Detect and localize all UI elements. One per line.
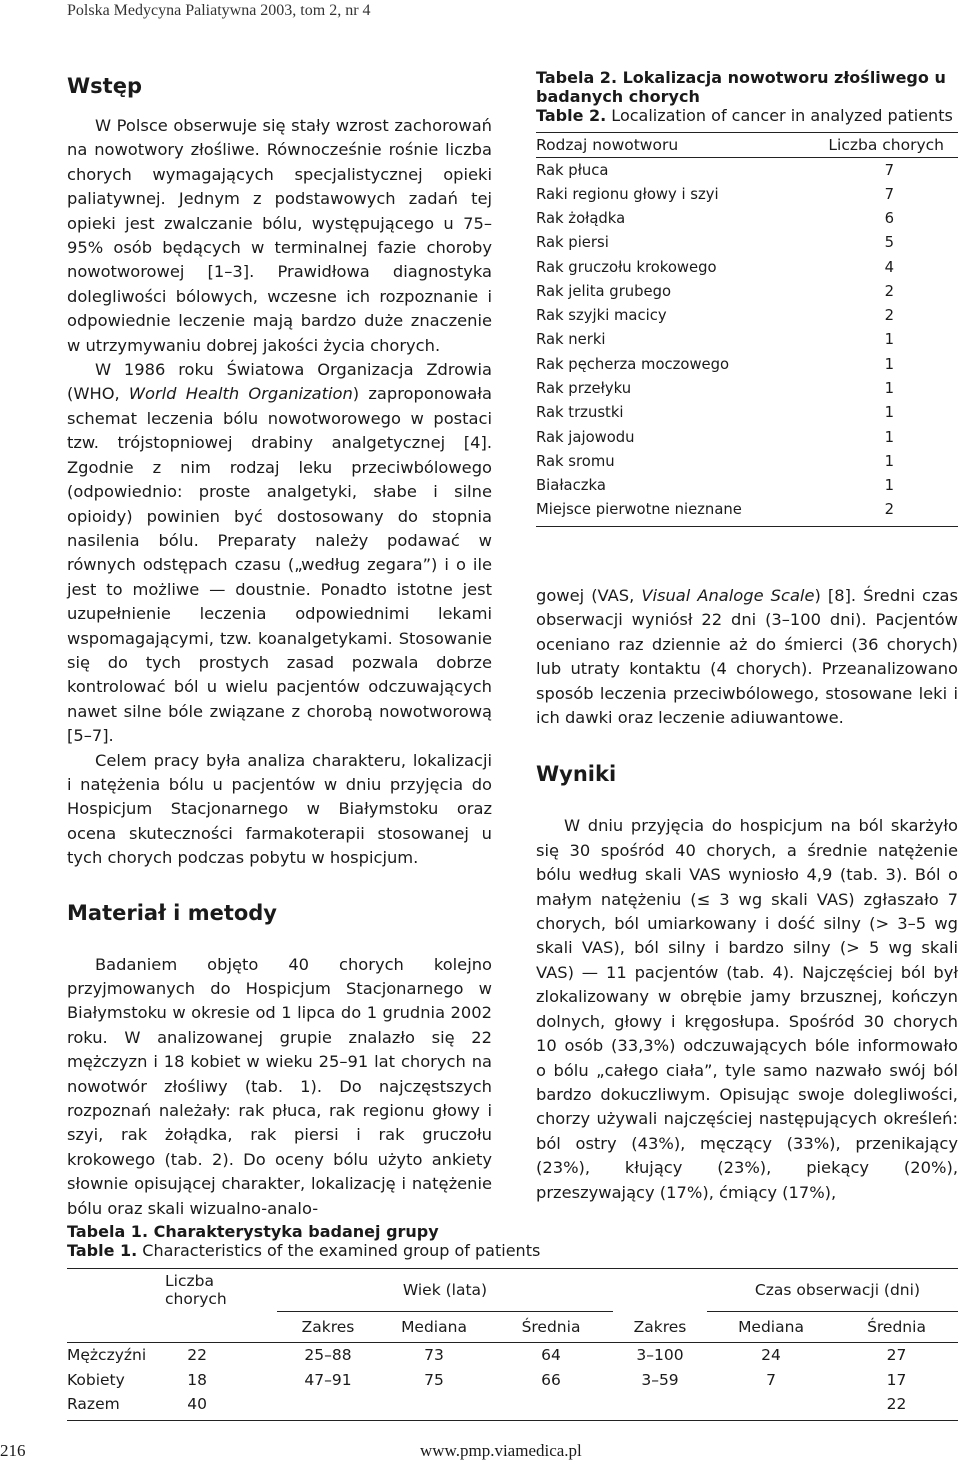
cancer-type-cell: Rak płuca — [536, 161, 609, 179]
table-header-row — [536, 133, 958, 158]
table-row — [536, 425, 958, 449]
cancer-type-cell: Rak szyjki macicy — [536, 307, 667, 325]
data-cell — [707, 1392, 835, 1420]
column-subheader: Zakres — [277, 1311, 379, 1343]
text-run: gowej (VAS, — [536, 586, 642, 605]
table-1-caption-en — [67, 1241, 958, 1260]
patient-count-cell: 1 — [884, 331, 894, 349]
table-1-block — [67, 1222, 958, 1421]
data-cell: 18 — [187, 1370, 207, 1389]
data-cell — [489, 1392, 613, 1420]
patient-count-cell: 5 — [884, 234, 894, 252]
table-row — [536, 401, 958, 425]
patient-count-cell: 4 — [884, 258, 894, 276]
patient-count-cell: 6 — [884, 210, 894, 228]
column-subheader: Zakres — [613, 1311, 707, 1343]
data-cell: 64 — [541, 1346, 561, 1365]
table-row — [536, 279, 958, 303]
table-subheader-row — [67, 1311, 958, 1343]
row-label-cell: Razem — [67, 1392, 165, 1420]
table-header-row — [67, 1269, 958, 1312]
paragraph-methods-1: Badaniem objęto 40 chorych kolejno przyjmowanych do Hospicjum Stacjonarnego w Białymstoku w okresie od 1 lipca do 1 grudnia 2002 roku. W analizowanej grupie znalazło się 22 mężczyzn i 18 kobiet w wieku 25–91 lat chorych na nowotwór złośliwy (tab. 1). Do najczęstszych rozpoznań należały: rak płuca, rak regionu głowy i szyi, rak żołądka, rak piersi i rak gruczołu krokowego (tab. 2). Do oceny bólu użyto ankiety słownie opisującej charakter, lokalizację i natężenie bólu oraz skali wizualno-analo- — [67, 954, 492, 1218]
caption-text: Characteristics of the examined group of patients — [137, 1241, 541, 1260]
column-group-header: Czas obserwacji (dni) — [707, 1269, 958, 1312]
cancer-type-cell: Rak trzustki — [536, 404, 624, 422]
heading-introduction: Wstęp — [67, 74, 142, 98]
cancer-type-cell: Białaczka — [536, 477, 606, 495]
patient-count-cell: 7 — [884, 185, 894, 203]
cancer-type-cell: Miejsce pierwotne nieznane — [536, 498, 795, 527]
column-subheader: Mediana — [379, 1311, 489, 1343]
patient-count-cell: 2 — [795, 498, 958, 527]
patient-count-cell: 1 — [884, 355, 894, 373]
italic-term: World Health Organization — [128, 384, 353, 404]
data-cell — [379, 1392, 489, 1420]
row-label-cell: Kobiety — [67, 1370, 125, 1389]
table-row — [536, 328, 958, 352]
empty-cell — [613, 1269, 707, 1312]
data-cell: 66 — [541, 1370, 561, 1389]
paragraph-intro-1: W Polsce obserwuje się stały wzrost zachorowań na nowotwory złośliwe. Równocześnie rośnie liczba chorych wymagających specjalistycznej opieki paliatywnej. Jednym z podstawowych zadań tej opieki jest zwalczanie bólu, występującego u 75–95% osób będących w terminalnej fazie choroby nowotworowej [1–3]. Prawidłowa diagnostyka dolegliwości bólowych, wczesne ich rozpoznanie i odpowiednie leczenie mają bardzo duże znaczenie w utrzymywaniu dobrej jakości życia chorych. — [67, 116, 492, 355]
table-row — [536, 376, 958, 400]
text-run: ) [8]. Średni czas obserwacji wyniósł 22 dni (3–100 dni). Pacjentów oceniano raz dziennie aż do śmierci (36 chorych) lub utraty kontaktu (4 chorych). Przeanalizowano sposób leczenia przeciwbólowego, stosowane leki i ich dawki oraz leczenie adiuwantowe. — [536, 586, 959, 728]
table-row — [67, 1392, 958, 1420]
paragraph-methods-2 — [536, 584, 958, 730]
column-subheader: Średnia — [489, 1311, 613, 1343]
data-cell: 3–59 — [641, 1370, 679, 1389]
patient-count-cell: 7 — [884, 161, 894, 179]
heading-methods: Materiał i metody — [67, 900, 277, 925]
caption-text: Localization of cancer in analyzed patients — [606, 106, 953, 125]
footer-url: www.pmp.viamedica.pl — [420, 1441, 582, 1460]
cancer-type-cell: Rak piersi — [536, 234, 609, 252]
table-1-caption-pl: Tabela 1. Charakterystyka badanej grupy — [67, 1222, 439, 1241]
data-cell: 40 — [165, 1392, 277, 1420]
patient-count-cell: 1 — [884, 404, 894, 422]
cancer-type-cell: Rak pęcherza moczowego — [536, 355, 730, 373]
data-cell: 27 — [886, 1346, 907, 1365]
data-cell: 17 — [886, 1370, 907, 1389]
table-row — [536, 158, 958, 183]
cancer-type-cell: Rak sromu — [536, 452, 615, 470]
cancer-type-cell: Rak jelita grubego — [536, 282, 672, 300]
left-column — [67, 72, 492, 1221]
data-cell: 73 — [424, 1346, 444, 1365]
patient-count-cell: 1 — [884, 380, 894, 398]
cancer-type-cell: Rak gruczołu krokowego — [536, 258, 717, 276]
table-2-caption-pl: Tabela 2. Lokalizacja nowotworu złośliwego u badanych chorych — [536, 68, 946, 106]
table-row — [536, 231, 958, 255]
paragraph-intro-3: Celem pracy była analiza charakteru, lokalizacji i natężenia bólu u pacjentów w dniu przyjęcia do Hospicjum Stacjonarnego w Białymstoku oraz ocena skuteczności farmakoterapii stosowanej u tych chorych podczas pobytu w hospicjum. — [67, 750, 492, 868]
table-row — [67, 1368, 958, 1393]
table-2-caption-en — [536, 106, 958, 125]
cancer-type-cell: Rak żołądka — [536, 210, 626, 228]
heading-results: Wyniki — [536, 762, 617, 787]
patient-count-cell: 1 — [884, 477, 894, 495]
table-row — [536, 207, 958, 231]
column-subheader: Mediana — [707, 1311, 835, 1343]
patient-count-cell: 2 — [884, 282, 894, 300]
table-row — [536, 352, 958, 376]
data-cell: 47–91 — [304, 1370, 352, 1389]
patient-count-cell: 1 — [884, 452, 894, 470]
data-cell: 75 — [424, 1370, 444, 1389]
empty-cell — [67, 1311, 165, 1343]
page-number: 216 — [0, 1441, 26, 1460]
column-header: Liczba chorych — [165, 1269, 277, 1312]
data-cell: 7 — [766, 1370, 776, 1389]
italic-term: Visual Analoge Scale — [641, 586, 815, 605]
table-row — [536, 304, 958, 328]
paragraph-intro-2 — [67, 358, 492, 749]
data-cell: 25–88 — [304, 1346, 352, 1365]
data-cell: 3–100 — [636, 1346, 684, 1365]
text-run: ) zaproponowała schemat leczenia bólu nowotworowego w postaci tzw. trójstopniowej drabiny analgetycznej [4]. Zgodnie z nim rodzaj leku przeciwbólowego (odpowiednio: proste analgetyki, słabe i silne opioidy) powinien być dostosowany do stopnia nasilenia bólu. Preparaty należy podawać w równych odstępach czasu („według zegara”) i o ile jest to możliwe — doustnie. Ponadto istotne jest uzupełnienie leczenia odpowiednimi lekami wspomagającymi, tzw. koanalgetykami. Stosowanie się do tych prostych zasad pozwala dobrze kontrolować ból u wielu pacjentów odczuwających nawet silne bóle związane z chorobą nowotworową [5–7]. — [67, 384, 492, 746]
cancer-type-cell: Rak nerki — [536, 331, 606, 349]
patient-count-cell: 1 — [884, 428, 894, 446]
empty-cell — [67, 1269, 165, 1312]
column-group-header: Wiek (lata) — [277, 1269, 613, 1312]
data-cell: 24 — [761, 1346, 781, 1365]
table-2-body — [536, 158, 958, 527]
column-header: Rodzaj nowotworu — [536, 133, 795, 158]
paragraph-results-1: W dniu przyjęcia do hospicjum na ból skarżyło się 30 spośród 40 chorych, a średnie natężenie bólu według skali VAS wyniosło 4,9 (tab. 3). Ból o małym natężeniu (≤ 3 wg skali VAS) zgłaszało 7 chorych, ból umiarkowany i dość silny (> 3–5 wg skali VAS), ból silny i bardzo silny (> 5 wg skali VAS) — 11 pacjentów (tab. 4). Najczęściej ból był zlokalizowany w obrębie jamy brzusznej, kończyn dolnych, głowy i kręgosłupa. Spośród 30 chorych 10 osób (33,3%) odczuwających bóle informowało o bólu „całego ciała”, tyle samo nazwało swój ból bardzo dokuczliwym. Opisując swoje dolegliwości, chorzy używali najczęściej następujących określeń: ból ostry (43%), męczący (33%), przenikający (23%), kłujący (23%), piekący (20%), przeszywający (17%), ćmiący (17%), — [536, 816, 958, 1202]
table-2 — [536, 132, 958, 527]
cancer-type-cell: Rak przełyku — [536, 380, 632, 398]
table-1-body — [67, 1343, 958, 1421]
running-header: Polska Medycyna Paliatywna 2003, tom 2, nr 4 — [67, 2, 371, 19]
column-subheader: Średnia — [835, 1311, 958, 1343]
table-row — [536, 498, 958, 527]
table-1 — [67, 1268, 958, 1421]
empty-cell — [165, 1311, 277, 1343]
table-2-block — [536, 68, 958, 527]
patient-count-cell: 2 — [884, 307, 894, 325]
data-cell: 22 — [835, 1392, 958, 1420]
table-row — [536, 182, 958, 206]
data-cell — [277, 1392, 379, 1420]
data-cell: 22 — [187, 1346, 207, 1365]
text-run: W 1986 roku Światowa Organizacja Zdrowia (WHO, — [67, 360, 492, 404]
table-row — [536, 255, 958, 279]
table-row — [536, 449, 958, 473]
cancer-type-cell: Rak jajowodu — [536, 428, 635, 446]
table-row — [67, 1343, 958, 1368]
column-header: Liczba chorych — [795, 133, 958, 158]
right-column — [536, 584, 958, 1205]
caption-label: Table 1. — [67, 1241, 138, 1260]
cancer-type-cell: Raki regionu głowy i szyi — [536, 185, 719, 203]
table-row — [536, 473, 958, 497]
data-cell — [613, 1392, 707, 1420]
caption-label: Table 2. — [536, 106, 607, 125]
row-label-cell: Mężczyźni — [67, 1346, 147, 1365]
